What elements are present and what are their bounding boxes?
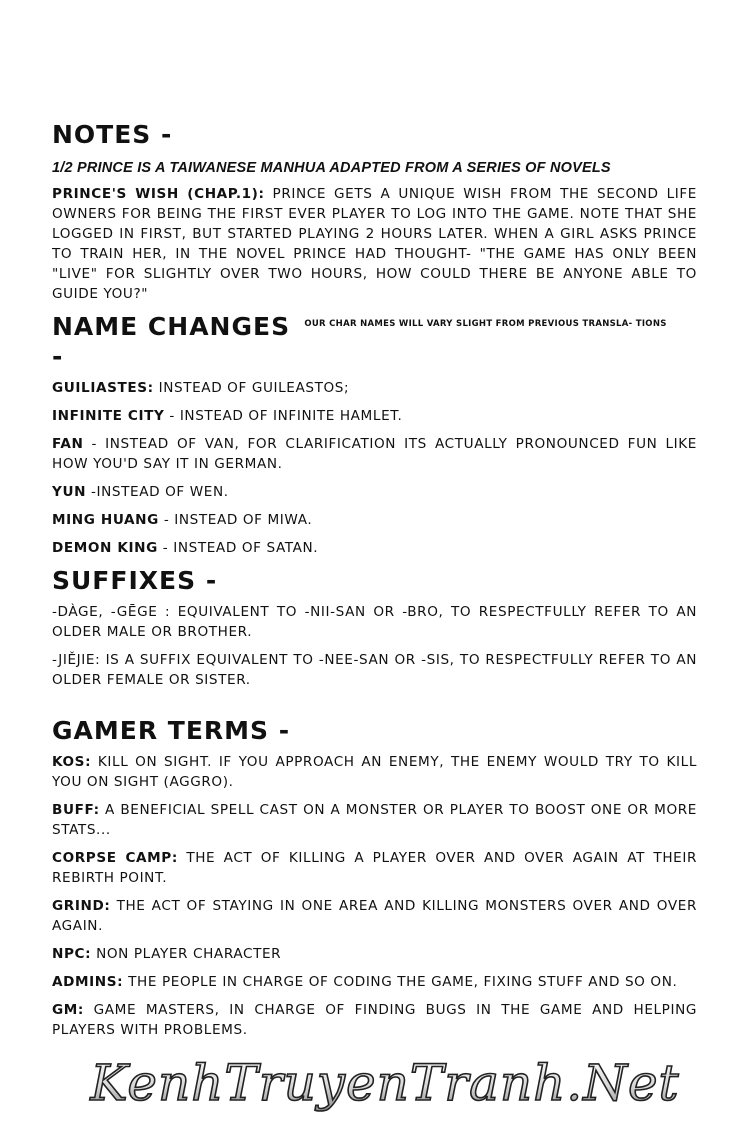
list-item xyxy=(52,434,697,474)
list-item xyxy=(52,378,697,398)
watermark-text: KenhTruyenTranh.Net xyxy=(90,1054,680,1112)
item-term: NPC: xyxy=(52,946,92,962)
list-item xyxy=(52,896,697,936)
subtitle-em: TAIWANESE xyxy=(169,160,257,176)
list-item: -JIĚJIE: IS A SUFFIX EQUIVALENT TO -NEE-SAN OR -SIS, TO RESPECTFULLY REFER TO AN OLDER FEMALE OR SISTER. xyxy=(52,652,697,688)
list-item: -DÀGE, -GĒGE : EQUIVALENT TO -NII-SAN OR -BRO, TO RESPECTFULLY REFER TO AN OLDER MALE OR BROTHER. xyxy=(52,604,697,640)
item-term: FAN xyxy=(52,436,84,452)
notes-subtitle xyxy=(52,158,697,178)
item-text: THE PEOPLE IN CHARGE OF CODING THE GAME, FIXING STUFF AND SO ON. xyxy=(123,974,678,990)
list-item xyxy=(52,482,697,502)
gamer-terms-list xyxy=(52,752,697,1040)
name-changes-heading: NAME CHANGES - xyxy=(52,312,291,371)
name-changes-list xyxy=(52,378,697,558)
subtitle-pre: 1/2 PRINCE IS A xyxy=(52,160,170,176)
list-item xyxy=(52,800,697,840)
item-text: THE ACT OF STAYING IN ONE AREA AND KILLING MONSTERS OVER AND OVER AGAIN. xyxy=(52,898,697,934)
item-text: A BENEFICIAL SPELL CAST ON A MONSTER OR PLAYER TO BOOST ONE OR MORE STATS... xyxy=(52,802,697,838)
name-changes-header xyxy=(52,312,697,372)
item-text: INSTEAD OF GUILEASTOS; xyxy=(153,380,350,396)
list-item xyxy=(52,1000,697,1040)
princes-wish-text: PRINCE GETS A UNIQUE WISH FROM THE SECOND LIFE OWNERS FOR BEING THE FIRST EVER PLAYER TO LOG INTO THE GAME. NOTE THAT SHE LOGGED IN FIRST, BUT STARTED PLAYING 2 HOURS LATER. WHEN A GIRL ASKS PRINCE TO TRAIN HER, IN THE NOVEL PRINCE HAD THOUGHT- "THE GAME HAS ONLY BEEN "LIVE" FOR SLIGHTLY OVER TWO HOURS, HOW COULD THERE BE ANYONE ABLE TO GUIDE YOU?" xyxy=(52,186,698,302)
item-term: INFINITE CITY xyxy=(52,408,165,424)
list-item xyxy=(52,848,697,888)
item-text: - INSTEAD OF VAN, FOR CLARIFICATION ITS ACTUALLY PRONOUNCED FUN LIKE HOW YOU'D SAY IT IN GERMAN. xyxy=(52,436,697,472)
item-text: KILL ON SIGHT. IF YOU APPROACH AN ENEMY, THE ENEMY WOULD TRY TO KILL YOU ON SIGHT (AGGRO). xyxy=(52,754,697,790)
list-item xyxy=(52,406,697,426)
list-item xyxy=(52,538,697,558)
list-item xyxy=(52,510,697,530)
item-text: GAME MASTERS, IN CHARGE OF FINDING BUGS IN THE GAME AND HELPING PLAYERS WITH PROBLEMS. xyxy=(52,1002,697,1038)
item-text: THE ACT OF KILLING A PLAYER OVER AND OVER AGAIN AT THEIR REBIRTH POINT. xyxy=(52,850,697,886)
name-changes-aside: OUR CHAR NAMES WILL VARY SLIGHT FROM PREVIOUS TRANSLA- TIONS xyxy=(304,319,667,329)
item-term: GM: xyxy=(52,1002,84,1018)
item-term: DEMON KING xyxy=(52,540,158,556)
subtitle-post: MANHUA ADAPTED FROM A SERIES OF NOVELS xyxy=(256,160,611,176)
notes-content xyxy=(52,120,697,1048)
list-item xyxy=(52,752,697,792)
suffixes-heading: SUFFIXES - xyxy=(52,566,218,595)
item-term: BUFF: xyxy=(52,802,100,818)
item-text: - INSTEAD OF INFINITE HAMLET. xyxy=(164,408,403,424)
item-text: - INSTEAD OF MIWA. xyxy=(158,512,313,528)
princes-wish-term: PRINCE'S WISH (CHAP.1): xyxy=(52,186,265,202)
item-term: GUILIASTES: xyxy=(52,380,154,396)
item-term: CORPSE CAMP: xyxy=(52,850,178,866)
item-term: GRIND: xyxy=(52,898,111,914)
item-text: - INSTEAD OF SATAN. xyxy=(157,540,319,556)
princes-wish-note xyxy=(52,184,697,304)
watermark-logo xyxy=(75,1050,695,1120)
notes-heading: NOTES - xyxy=(52,120,173,149)
item-term: MING HUANG xyxy=(52,512,159,528)
item-term: YUN xyxy=(52,484,87,500)
suffixes-list xyxy=(52,602,697,690)
list-item xyxy=(52,944,697,964)
item-text: NON PLAYER CHARACTER xyxy=(91,946,282,962)
gamer-terms-heading: GAMER TERMS - xyxy=(52,716,291,745)
item-text: -INSTEAD OF WEN. xyxy=(86,484,229,500)
item-term: ADMINS: xyxy=(52,974,124,990)
item-term: KOS: xyxy=(52,754,92,770)
list-item xyxy=(52,972,697,992)
